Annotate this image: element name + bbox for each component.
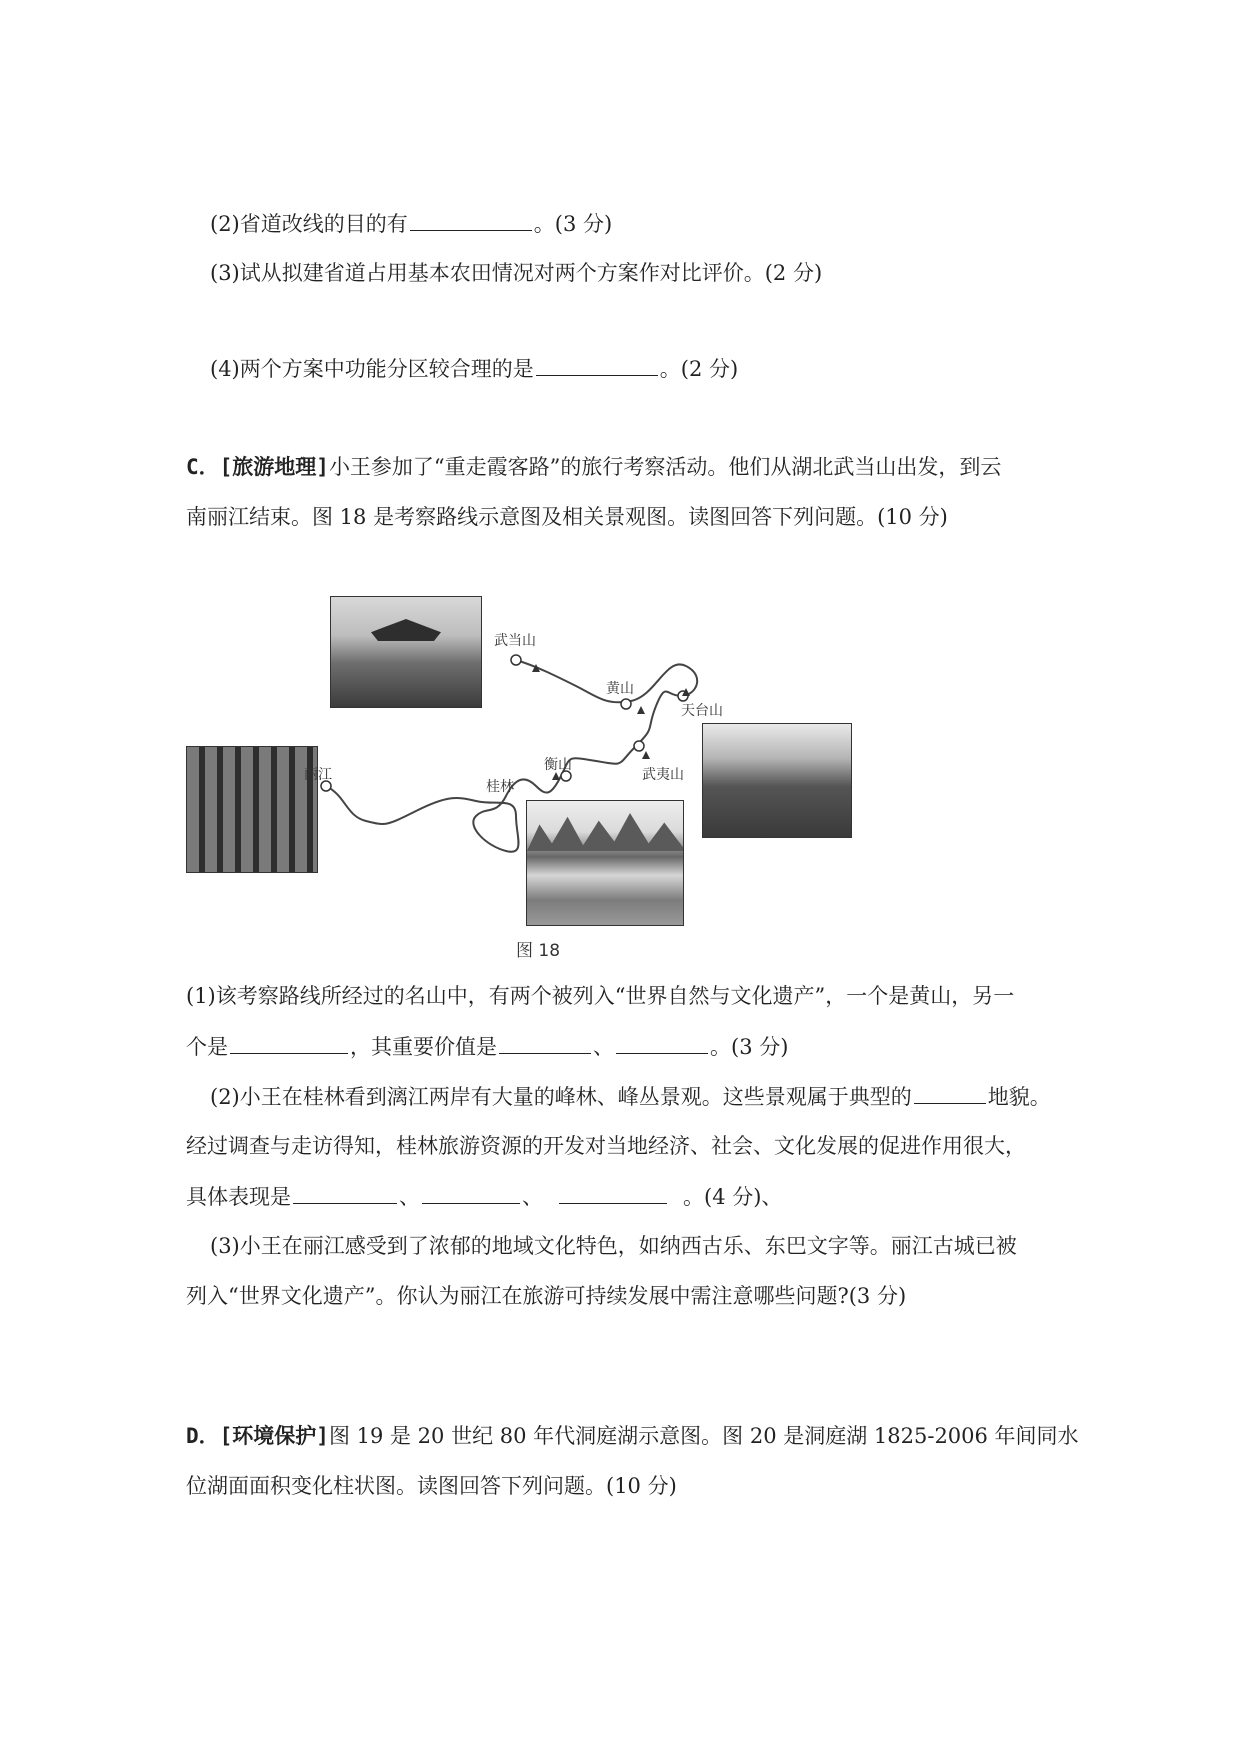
intro-text: 小王参加了“重走霞客路”的旅行考察活动。他们从湖北武当山出发，到云 <box>328 455 1002 479</box>
photo-wudangshan <box>330 596 482 708</box>
question-text: 、 <box>522 1185 543 1209</box>
answer-blank[interactable] <box>293 1181 397 1204</box>
label-wuyishan: 武夷山 <box>642 767 684 783</box>
question-text: 列入“世界文化遗产”。你认为丽江在旅游可持续发展中需注意哪些问题?(3 分) <box>186 1284 907 1308</box>
answer-blank[interactable] <box>559 1181 667 1204</box>
question-text: 个是 <box>186 1035 228 1059</box>
city-marker-wuyishan <box>634 741 644 751</box>
question-text: (4)两个方案中功能分区较合理的是 <box>210 357 534 381</box>
answer-blank[interactable] <box>616 1031 708 1054</box>
figure-18 <box>186 596 876 976</box>
mountain-icon <box>642 751 650 759</box>
question-c1-line1 <box>186 981 1014 1011</box>
question-text: (3)小王在丽江感受到了浓郁的地域文化特色，如纳西古乐、东巴文字等。丽江古城已被 <box>210 1234 1017 1258</box>
section-label: C．[旅游地理] <box>186 455 329 479</box>
photo-guilin <box>526 800 684 926</box>
label-lijiang: 丽江 <box>304 767 332 783</box>
question-b3 <box>210 258 822 288</box>
photo-lijiang <box>186 746 318 873</box>
answer-blank[interactable] <box>410 208 532 231</box>
answer-blank[interactable] <box>499 1031 591 1054</box>
label-wudangshan: 武当山 <box>494 633 536 649</box>
temple-roof-shape <box>371 619 441 641</box>
question-text: (2)省道改线的目的有 <box>210 212 408 236</box>
answer-blank[interactable] <box>422 1181 520 1204</box>
question-text: (1)该考察路线所经过的名山中，有两个被列入“世界自然与文化遗产”，一个是黄山，另一 <box>186 984 1015 1008</box>
question-b4 <box>210 353 738 384</box>
section-c-intro-line1 <box>186 452 1001 482</box>
section-c-intro-line2 <box>186 502 948 532</box>
section-label: D．[环境保护] <box>186 1424 329 1448</box>
answer-blank[interactable] <box>914 1081 986 1104</box>
question-text: 、 <box>593 1035 614 1059</box>
question-text: (2)小王在桂林看到漓江两岸有大量的峰林、峰丛景观。这些景观属于典型的 <box>210 1085 912 1109</box>
label-tiantaishan: 天台山 <box>681 703 723 719</box>
label-hengshan: 衡山 <box>544 757 572 773</box>
karst-peaks-shape <box>527 813 683 851</box>
city-marker-huangshan <box>621 699 631 709</box>
answer-blank[interactable] <box>230 1031 348 1054</box>
intro-text: 图 19 是 20 世纪 80 年代洞庭湖示意图。图 20 是洞庭湖 1825-2006 年间同水 <box>328 1424 1079 1448</box>
question-c2-line3 <box>186 1181 782 1212</box>
city-marker-wudangshan <box>511 655 521 665</box>
question-b2 <box>210 208 612 239</box>
question-text: 经过调查与走访得知，桂林旅游资源的开发对当地经济、社会、文化发展的促进作用很大， <box>186 1134 1026 1158</box>
question-c1-line2 <box>186 1031 788 1062</box>
section-d-line2 <box>186 1471 677 1501</box>
question-text: ，其重要价值是 <box>350 1035 497 1059</box>
question-text: 具体表现是 <box>186 1185 291 1209</box>
question-c2-line2 <box>186 1131 1026 1161</box>
score-text: 。(2 分) <box>659 357 739 381</box>
label-huangshan: 黄山 <box>606 681 634 697</box>
question-text: (3)试从拟建省道占用基本农田情况对两个方案作对比评价。(2 分) <box>210 261 823 285</box>
question-c2-line1 <box>210 1081 1051 1112</box>
intro-text: 位湖面面积变化柱状图。读图回答下列问题。(10 分) <box>186 1474 677 1498</box>
score-text: 。(3 分) <box>710 1035 789 1059</box>
photo-wuyishan <box>702 723 852 838</box>
question-text: 地貌。 <box>987 1085 1051 1109</box>
score-text: 。(4 分)、 <box>683 1185 783 1209</box>
question-c3-line2 <box>186 1281 906 1311</box>
label-guilin: 桂林 <box>486 779 514 795</box>
question-text: 、 <box>399 1185 420 1209</box>
question-c3-line1 <box>210 1231 1017 1261</box>
intro-text: 南丽江结束。图 18 是考察路线示意图及相关景观图。读图回答下列问题。(10 分) <box>186 505 948 529</box>
answer-blank[interactable] <box>536 353 658 376</box>
score-text: 。(3 分) <box>533 212 613 236</box>
mountain-icon <box>637 706 645 714</box>
section-d-line1 <box>186 1421 1079 1451</box>
figure-caption: 图 18 <box>516 941 561 961</box>
